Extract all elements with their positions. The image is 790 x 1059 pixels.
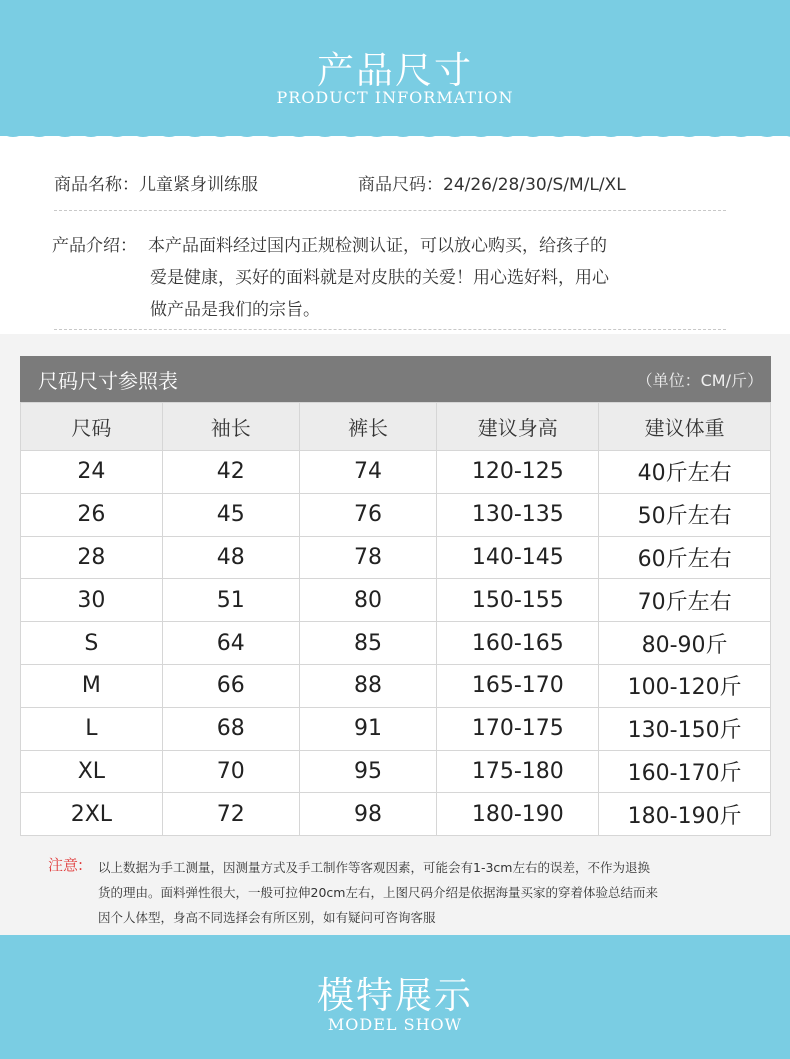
- table-cell: 140-145: [437, 536, 599, 579]
- table-cell: 130-135: [437, 493, 599, 536]
- table-cell: 150-155: [437, 579, 599, 622]
- table-cell: 68: [162, 707, 299, 750]
- col-header-sleeve: 袖长: [162, 403, 299, 451]
- divider: [54, 329, 726, 330]
- size-chart-unit: （单位：CM/斤）: [636, 371, 763, 390]
- table-cell: 80-90斤: [599, 622, 771, 665]
- table-cell: 91: [299, 707, 437, 750]
- table-cell: S: [21, 622, 163, 665]
- table-cell: 51: [162, 579, 299, 622]
- product-info-section: [0, 144, 790, 334]
- banner-title: 产品尺寸: [317, 49, 473, 92]
- table-cell: 76: [299, 493, 437, 536]
- table-cell: 24: [21, 451, 163, 494]
- table-cell: 42: [162, 451, 299, 494]
- table-cell: L: [21, 707, 163, 750]
- note-line: 货的理由。面料弹性很大，一般可拉伸20cm左右，上图尺码介绍是依据海量买家的穿着体验总结而来: [98, 885, 658, 900]
- model-show-banner: [0, 935, 790, 1059]
- note-line: 以上数据为手工测量，因测量方式及手工制作等客观因素，可能会有1-3cm左右的误差，不作为退换: [98, 860, 650, 875]
- product-intro-line: 做产品是我们的宗旨。: [150, 300, 320, 320]
- table-cell: 180-190斤: [599, 793, 771, 836]
- table-row: [21, 622, 771, 665]
- note-label: 注意:: [48, 856, 84, 874]
- table-cell: 66: [162, 664, 299, 707]
- table-row: [21, 664, 771, 707]
- table-row: [21, 579, 771, 622]
- note-text: [98, 855, 758, 930]
- table-cell: 26: [21, 493, 163, 536]
- table-row: [21, 451, 771, 494]
- banner-subtitle: MODEL SHOW: [327, 1015, 463, 1034]
- product-intro-label: 产品介绍：: [52, 236, 137, 256]
- table-cell: 130-150斤: [599, 707, 771, 750]
- table-cell: 72: [162, 793, 299, 836]
- size-chart-title: 尺码尺寸参照表: [38, 369, 178, 393]
- table-cell: 95: [299, 750, 437, 793]
- size-table: [20, 402, 771, 836]
- table-cell: 40斤左右: [599, 451, 771, 494]
- note-line: 因个人体型，身高不同选择会有所区别，如有疑问可咨询客服: [98, 910, 436, 925]
- product-size-value: 24/26/28/30/S/M/L/XL: [443, 175, 626, 195]
- table-cell: 30: [21, 579, 163, 622]
- product-info-banner: [0, 0, 790, 136]
- table-cell: 98: [299, 793, 437, 836]
- table-cell: XL: [21, 750, 163, 793]
- table-row: [21, 493, 771, 536]
- banner-title: 模特展示: [317, 974, 473, 1017]
- table-cell: 165-170: [437, 664, 599, 707]
- product-size-label: 商品尺码：: [358, 175, 443, 195]
- product-name-label: 商品名称：: [54, 175, 139, 195]
- table-cell: 2XL: [21, 793, 163, 836]
- divider: [54, 210, 726, 211]
- product-intro-line: 爱是健康，买好的面料就是对皮肤的关爱！用心选好料，用心: [150, 268, 609, 288]
- col-header-height: 建议身高: [437, 403, 599, 451]
- table-cell: 50斤左右: [599, 493, 771, 536]
- table-cell: 64: [162, 622, 299, 665]
- banner-subtitle: PRODUCT INFORMATION: [276, 88, 514, 107]
- table-row: [21, 750, 771, 793]
- table-cell: 74: [299, 451, 437, 494]
- table-row: [21, 707, 771, 750]
- table-cell: 180-190: [437, 793, 599, 836]
- table-cell: 80: [299, 579, 437, 622]
- product-size: [358, 170, 626, 195]
- table-cell: 48: [162, 536, 299, 579]
- table-row: [21, 536, 771, 579]
- product-name: [54, 170, 258, 195]
- table-cell: 160-170斤: [599, 750, 771, 793]
- table-cell: 70: [162, 750, 299, 793]
- col-header-size: 尺码: [21, 403, 163, 451]
- table-cell: M: [21, 664, 163, 707]
- table-cell: 170-175: [437, 707, 599, 750]
- table-cell: 100-120斤: [599, 664, 771, 707]
- wave-divider: [0, 124, 790, 144]
- table-cell: 60斤左右: [599, 536, 771, 579]
- table-cell: 88: [299, 664, 437, 707]
- table-cell: 45: [162, 493, 299, 536]
- col-header-pants: 裤长: [299, 403, 437, 451]
- table-cell: 85: [299, 622, 437, 665]
- table-cell: 175-180: [437, 750, 599, 793]
- table-cell: 120-125: [437, 451, 599, 494]
- table-row: [21, 793, 771, 836]
- table-cell: 70斤左右: [599, 579, 771, 622]
- table-cell: 28: [21, 536, 163, 579]
- table-cell: 78: [299, 536, 437, 579]
- size-chart-header: [20, 356, 771, 402]
- product-name-value: 儿童紧身训练服: [139, 175, 258, 195]
- product-intro-line: 本产品面料经过国内正规检测认证，可以放心购买，给孩子的: [148, 236, 607, 256]
- table-cell: 160-165: [437, 622, 599, 665]
- table-header-row: [21, 403, 771, 451]
- col-header-weight: 建议体重: [599, 403, 771, 451]
